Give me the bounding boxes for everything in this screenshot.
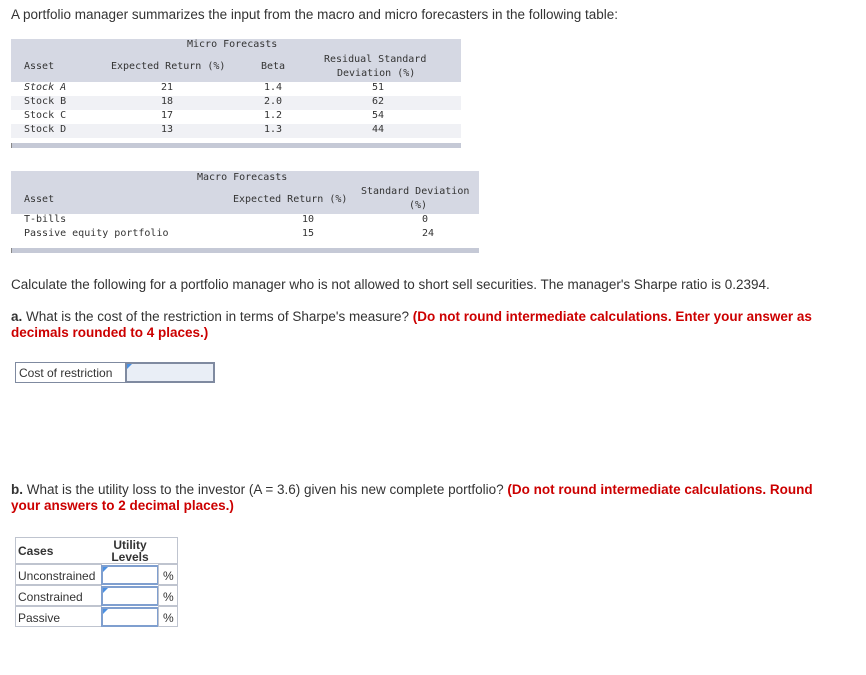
macro-col-asset: Asset [24,194,55,205]
macro-table-tick [11,248,12,253]
macro-er: 10 [302,214,315,225]
utility-row-label [15,606,102,627]
utility-header-unit [158,537,178,564]
micro-sd: 44 [372,124,385,135]
macro-table-footer [11,248,479,253]
table-row [11,110,461,124]
micro-er: 21 [161,82,174,93]
case-passive: Passive [18,611,61,625]
cases-header-label: Cases [18,544,54,558]
input-flag-icon [103,567,108,572]
instructions-text: Calculate the following for a portfolio manager who is not allowed to short sell securities. The manager's Sharpe ratio is 0.2394. [11,277,770,292]
utility-unit-cell [158,585,178,606]
case-unconstrained: Unconstrained [18,569,96,583]
macro-col-sd-2: (%) [409,200,428,211]
input-flag-icon [103,609,108,614]
macro-sd: 0 [422,214,429,225]
utility-input-constrained[interactable] [101,586,159,606]
micro-er: 13 [161,124,174,135]
macro-er: 15 [302,228,315,239]
percent-unit: % [163,611,174,625]
question-b-note-2: your answers to 2 decimal places.) [11,498,234,513]
macro-sd: 24 [422,228,435,239]
cost-of-restriction-label: Cost of restriction [15,362,126,383]
utility-row-label [15,564,102,585]
case-constrained: Constrained [18,590,83,604]
micro-title: Micro Forecasts [187,39,278,50]
micro-col-beta: Beta [261,61,286,72]
question-a [11,309,856,341]
cost-of-restriction-input[interactable] [125,362,215,383]
micro-asset: Stock A [24,82,67,93]
macro-asset: T-bills [24,214,67,225]
micro-col-resid-sd-2: Deviation (%) [337,68,416,79]
utility-header-cases [15,537,102,564]
micro-beta: 1.2 [264,110,283,121]
intro-text: A portfolio manager summarizes the input from the macro and micro forecasters in the following table: [11,7,619,22]
table-row [11,214,479,228]
utility-row-label [15,585,102,606]
utility-unit-cell [158,564,178,585]
micro-header-row [11,53,461,82]
utility-input-passive[interactable] [101,607,159,627]
input-flag-icon [103,588,108,593]
question-a-text: What is the cost of the restriction in terms of Sharpe's measure? [26,309,410,324]
micro-sd: 62 [372,96,385,107]
utility-header-line2: Levels [111,550,149,564]
table-row [11,124,461,138]
micro-er: 18 [161,96,174,107]
macro-asset: Passive equity portfolio [24,228,169,239]
macro-col-expected-return: Expected Return (%) [233,194,348,205]
utility-header-levels [101,537,159,564]
question-a-note-1: (Do not round intermediate calculations. Enter your answer as [412,309,812,324]
micro-beta: 2.0 [264,96,283,107]
utility-unit-cell [158,606,178,627]
question-b [11,482,856,514]
utility-header-line1: Utility [113,538,147,552]
percent-unit: % [163,590,174,604]
percent-unit: % [163,569,174,583]
question-b-note-1: (Do not round intermediate calculations. Round [507,482,813,497]
micro-sd: 51 [372,82,385,93]
micro-asset: Stock B [24,96,67,107]
question-b-text: What is the utility loss to the investor (A = 3.6) given his new complete portfolio? [26,482,504,497]
table-row [11,82,461,96]
table-row [11,96,461,110]
micro-asset: Stock D [24,124,67,135]
micro-beta: 1.4 [264,82,283,93]
micro-er: 17 [161,110,174,121]
question-a-note-2: decimals rounded to 4 places.) [11,325,209,340]
micro-asset: Stock C [24,110,67,121]
micro-table-tick [11,143,12,148]
utility-input-unconstrained[interactable] [101,565,159,585]
macro-title: Macro Forecasts [197,172,288,183]
table-row [11,228,479,242]
micro-table-footer [11,143,461,148]
micro-sd: 54 [372,110,385,121]
input-flag-icon [127,364,132,369]
question-b-label: b. [11,482,23,497]
question-a-label: a. [11,309,23,324]
micro-col-expected-return: Expected Return (%) [111,61,226,72]
micro-col-asset: Asset [24,61,55,72]
macro-header-row [11,185,479,214]
micro-col-resid-sd-1: Residual Standard [324,54,427,65]
macro-col-sd-1: Standard Deviation [361,186,470,197]
micro-beta: 1.3 [264,124,283,135]
